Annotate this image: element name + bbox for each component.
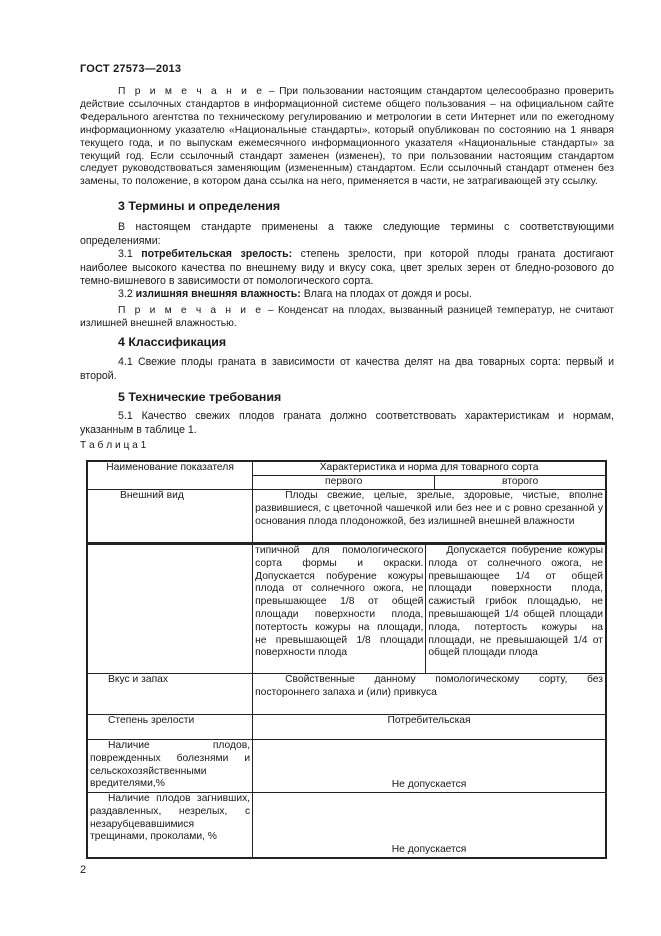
term-3-2 xyxy=(80,288,614,302)
column-header-first-grade: первого xyxy=(253,476,435,490)
term-3-1-number: 3.1 xyxy=(118,248,142,260)
term-3-2-text: Влага на плодах от дождя и росы. xyxy=(300,288,472,300)
note-humidity-text: – Конденсат на плодах, вызванный разницей температур, не считают излишней внешней влажностью. xyxy=(80,305,614,329)
page-number: 2 xyxy=(80,864,87,876)
row-taste-name: Вкус и запах xyxy=(87,674,253,715)
note-label: П р и м е ч а н и е xyxy=(118,86,265,97)
term-3-1 xyxy=(80,248,614,289)
table-caption: Т а б л и ц а 1 xyxy=(80,440,147,451)
quality-table-part-2 xyxy=(86,543,607,859)
note-text: – При пользовании настоящим стандартом целесообразно проверить действие ссылочных стандартов в информационной системе общего пользования – на официальном сайте Федерального агентства по техническому регулированию и метрологии в сети Интернет или по ежегодному информационному указателю «Национальные стандарты», который опубликован по состоянию на 1 января текущего года, и по выпускам ежемесячного информационного указателя «Национальные стандарты» за текущий год. Если ссылочный стандарт заменен (изменен), то при пользовании настоящим стандартом следует руководствоваться заменяющим (измененным) стандартом. Если ссылочный стандарт отменен без замены, то положение, в котором дана ссылка на него, применяется в части, не затрагивающей эту ссылку. xyxy=(80,86,614,188)
section-3-heading: 3 Термины и определения xyxy=(118,199,281,213)
row-appearance-common: Плоды свежие, целые, зрелые, здоровые, чистые, вполне развившиеся, с цветочной чашечкой или без нее и с ровно срезанной у основания плода плодоножкой, без излишней внешней влажности xyxy=(253,490,606,544)
column-header-second-grade: второго xyxy=(435,476,606,490)
row-ripeness-value: Потребительская xyxy=(253,715,606,740)
note-humidity xyxy=(80,305,614,331)
row-rotten-name: Наличие плодов загнивших, раздавленных, незрелых, с незарубцевавшимися трещинами, проколами, % xyxy=(87,793,253,859)
term-3-1-text: степень зрелости, при которой плоды граната достигают наиболее высокого качества по внешнему виду и вкусу сока, цвет зрелых зерен от бледно-розового до темно-вишневого в зависимости от помологического сорта. xyxy=(80,248,614,288)
section-3-intro: В настоящем стандарте применены а также следующие термины с соответствующими определениями: xyxy=(80,221,614,247)
row-rotten-value: Не допускается xyxy=(253,793,606,859)
row-appearance-first-grade: типичной для помологического сорта формы и окраски. Допускается побурение кожуры плода от солнечного ожога, не превышающее 1/8 от общей площади поверхности плода, потертость кожуры на площади, не превышающей 1/8 площади поверхности плода xyxy=(253,544,426,674)
section-4-text: 4.1 Свежие плоды граната в зависимости от качества делят на два товарных сорта: первый и второй. xyxy=(80,356,614,382)
term-3-1-term: потребительская зрелость: xyxy=(141,248,293,260)
row-ripeness-name: Степень зрелости xyxy=(87,715,253,740)
row-appearance-second-grade: Допускается побурение кожуры плода от солнечного ожога, не превышающее 1/4 от общей площади поверхности плода, сажистый грибок площадью, не превышающей 1/4 общей площади плода, потертость кожуры на площади, не превышающей 1/4 от общей площади плода xyxy=(426,544,606,674)
row-appearance-name: Внешний вид xyxy=(87,490,253,544)
row-taste-value: Свойственные данному помологическому сорту, без постороннего запаха и (или) привкуса xyxy=(253,674,606,715)
row-diseased-value: Не допускается xyxy=(253,740,606,793)
term-3-2-term: излишняя внешняя влажность: xyxy=(135,288,301,300)
note-reference-standards xyxy=(80,86,614,189)
column-header-norm: Характеристика и норма для товарного сорта xyxy=(253,461,606,476)
document-header: ГОСТ 27573—2013 xyxy=(80,63,182,75)
row-diseased-name: Наличие плодов, поврежденных болезнями и сельскохозяйственными вредителями,% xyxy=(87,740,253,793)
column-header-indicator: Наименование показателя xyxy=(87,461,253,490)
row-appearance-name-continued xyxy=(87,544,253,674)
quality-table-part-1 xyxy=(86,460,607,544)
section-5-text: 5.1 Качество свежих плодов граната должно соответствовать характеристикам и нормам, указанным в таблице 1. xyxy=(80,410,614,436)
section-4-heading: 4 Классификация xyxy=(118,335,227,349)
term-3-2-number: 3.2 xyxy=(118,288,136,300)
note-humidity-label: П р и м е ч а н и е xyxy=(118,305,264,316)
section-5-heading: 5 Технические требования xyxy=(118,390,282,404)
